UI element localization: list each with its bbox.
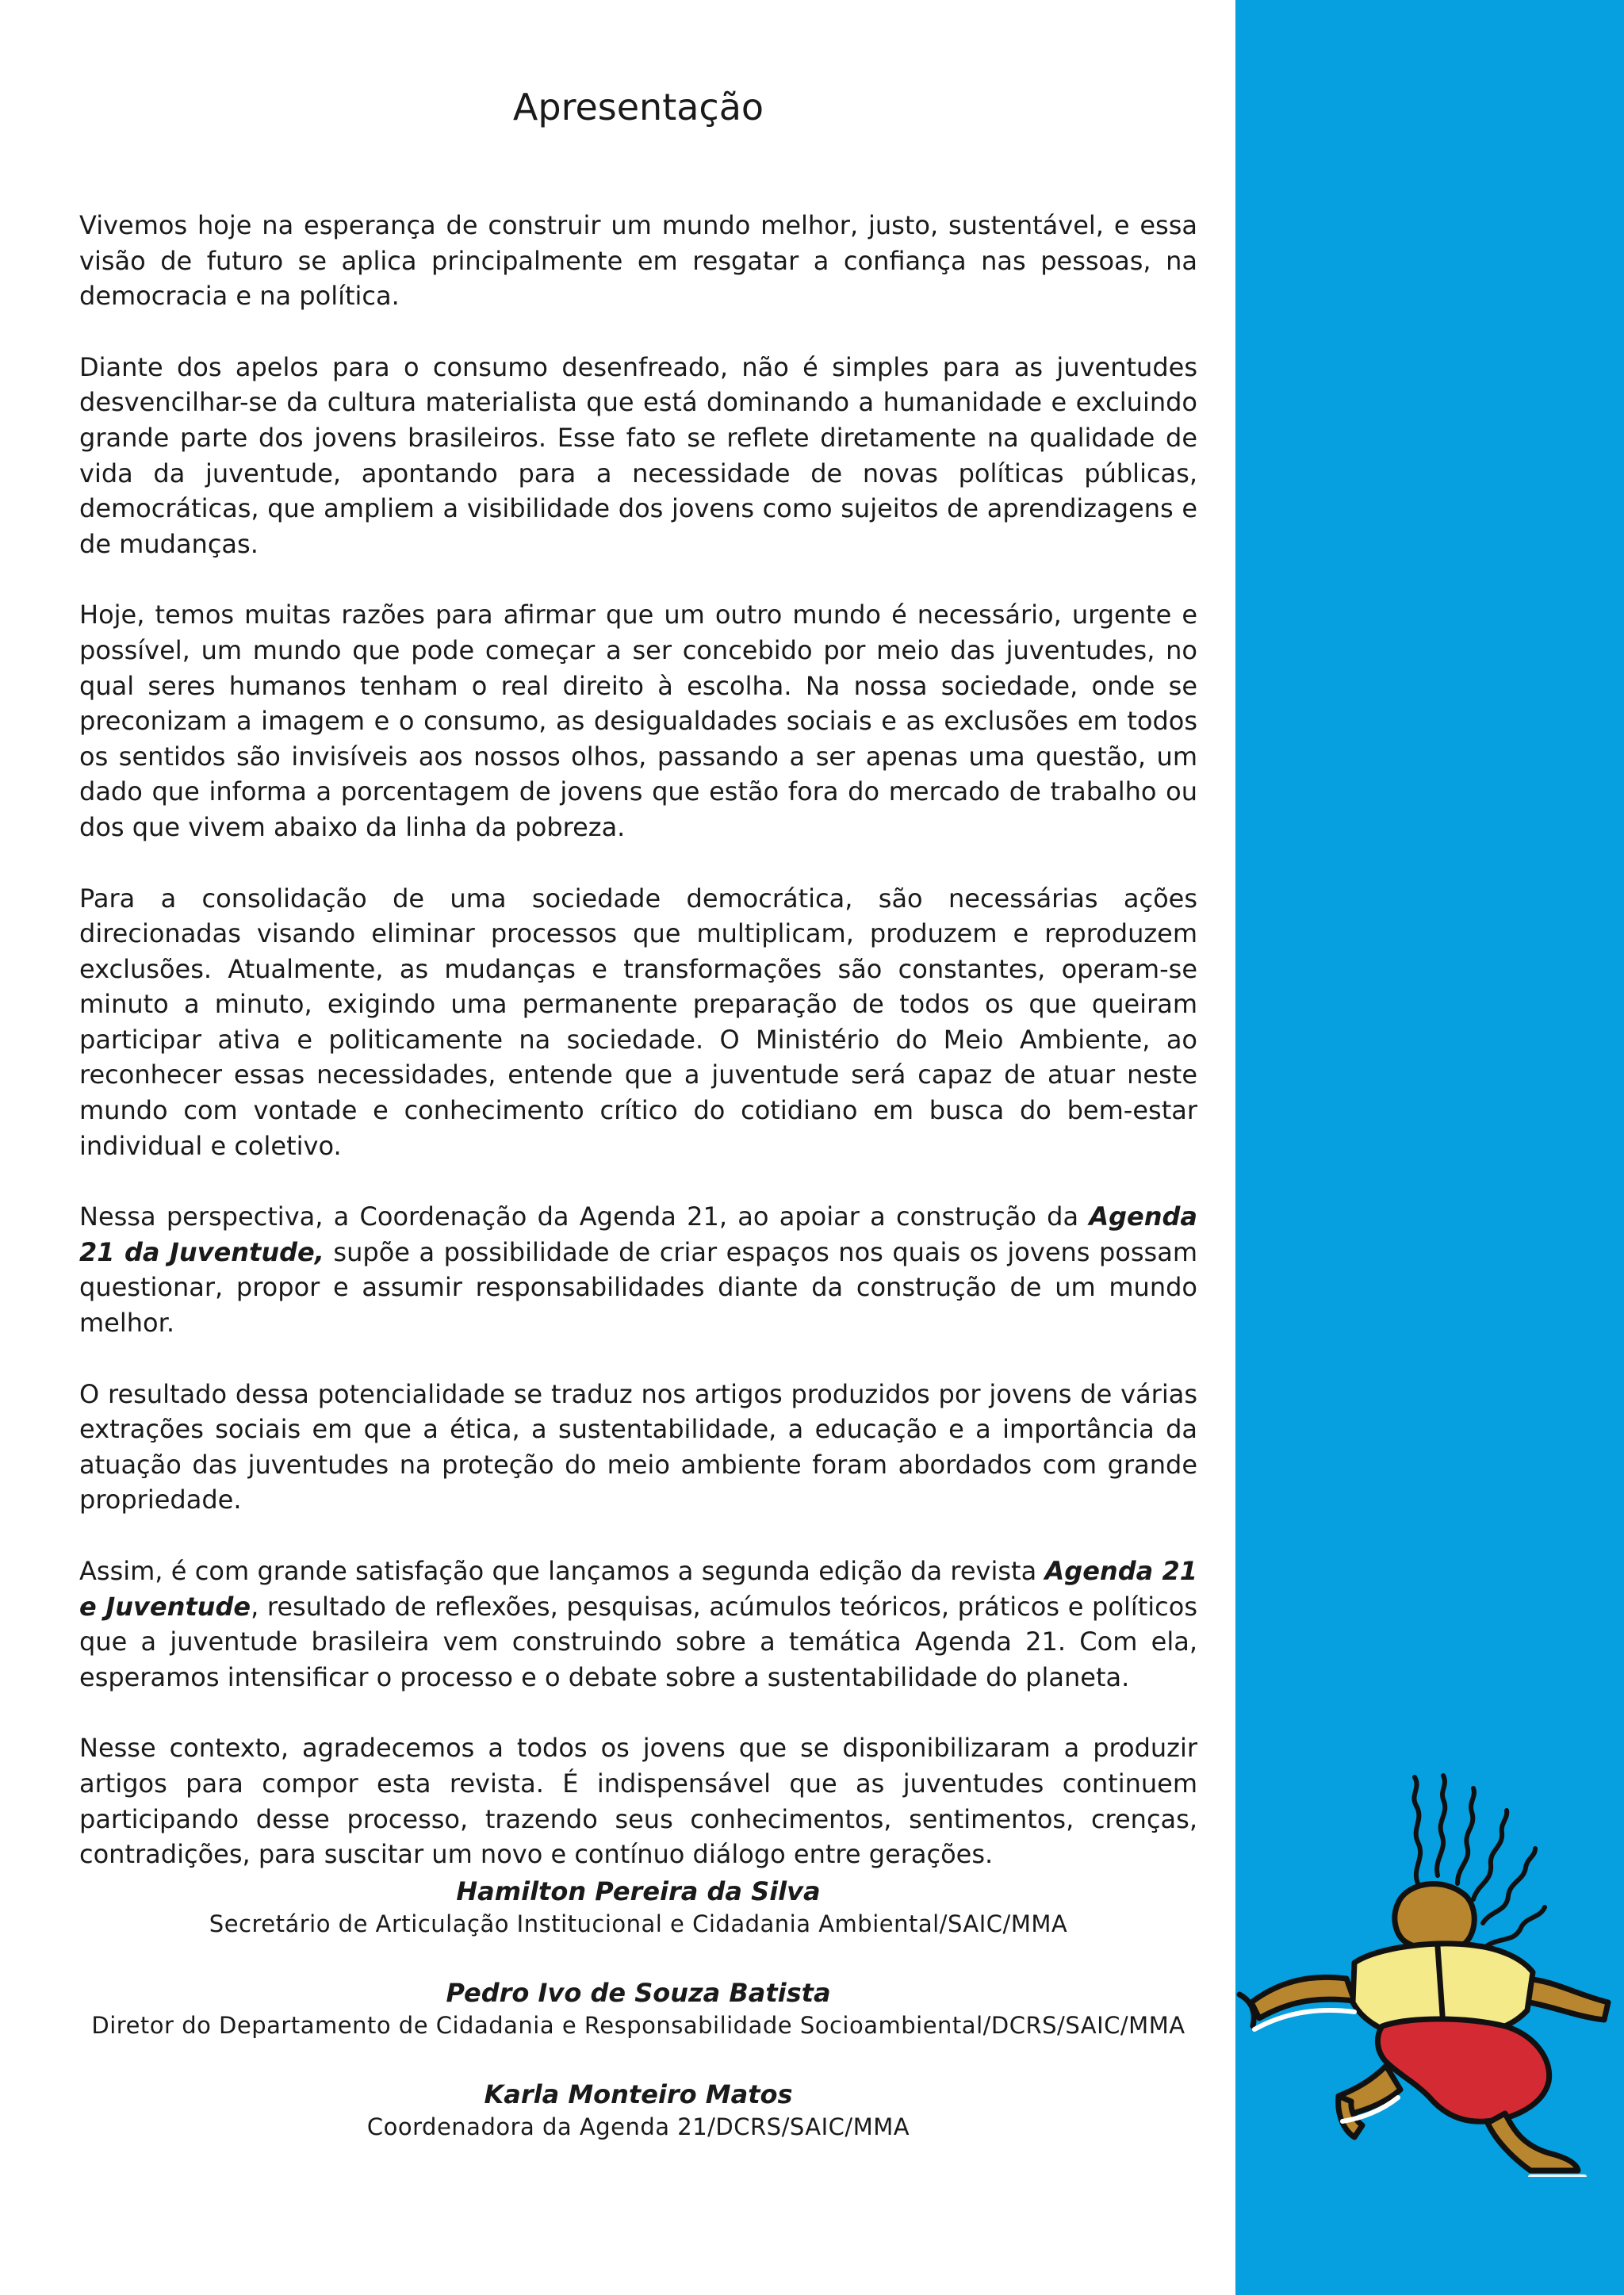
signatory-role: Coordenadora da Agenda 21/DCRS/SAIC/MMA	[366, 2113, 910, 2140]
paragraph	[79, 208, 1197, 314]
body-text	[79, 208, 1197, 1908]
paragraph-text: Diante dos apelos para o consumo desenfreado, não é simples para as juventudes desvencilhar-se da cultura materialista que está dominando a humanidade e excluindo grande parte dos jovens brasileiros. Esse fato se reflete diretamente na qualidade de vida da juventude, apontando para a necessidade de novas políticas públicas, democráticas, que ampliem a visibilidade dos jovens como sujeitos de aprendizagens e de mudanças.	[79, 351, 1197, 559]
jumping-child-illustration-icon	[1235, 1764, 1624, 2177]
paragraph	[79, 1377, 1197, 1518]
paragraph-text: Para a consolidação de uma sociedade democrática, são necessárias ações direcionadas visando eliminar processos que multiplicam, produzem e reproduzem exclusões. Atualmente, as mudanças e transformações são constantes, operam-se minuto a minuto, exigindo uma permanente preparação de todos os que queiram participar ativa e politicamente na sociedade. O Ministério do Meio Ambiente, ao reconhecer essas necessidades, entende que a juventude será capaz de atuar neste mundo com vontade e conhecimento crítico do cotidiano em busca do bem-estar individual e coletivo.	[79, 883, 1197, 1161]
signatory-name: Karla Monteiro Matos	[484, 2079, 793, 2109]
paragraph	[79, 1554, 1197, 1695]
paragraph-text: Assim, é com grande satisfação que lançamos a segunda edição da revista	[79, 1556, 1045, 1586]
signatory-name: Hamilton Pereira da Silva	[456, 1876, 821, 1906]
signature-block	[79, 1875, 1197, 1940]
paragraph-text: O resultado dessa potencialidade se traduz nos artigos produzidos por jovens de várias extrações sociais em que a ética, a sustentabilidade, a educação e a importância da atuação das juventudes na proteção do meio ambiente foram abordados com grande propriedade.	[79, 1378, 1197, 1515]
paragraph	[79, 1199, 1197, 1340]
signatory-name: Pedro Ivo de Souza Batista	[446, 1978, 831, 2008]
paragraph	[79, 881, 1197, 1164]
page-title: Apresentação	[512, 86, 764, 128]
paragraph-text: supõe a possibilidade de criar espaços nos quais os jovens possam questionar, propor e assumir responsabilidades diante da construção de um mundo melhor.	[79, 1236, 1198, 1339]
paragraph-text: Hoje, temos muitas razões para afirmar que um outro mundo é necessário, urgente e possível, um mundo que pode começar a ser concebido por meio das juventudes, no qual seres humanos tenham o real direito à escolha. Na nossa sociedade, onde se preconizam a imagem e o consumo, as desigualdades sociais e as exclusões em todos os sentidos são invisíveis aos nossos olhos, passando a ser apenas uma questão, um dado que informa a porcentagem de jovens que estão fora do mercado de trabalho ou dos que vivem abaixo da linha da pobreza.	[79, 600, 1197, 842]
paragraph	[79, 1730, 1197, 1872]
signature-block	[79, 2078, 1197, 2143]
paragraph-text: Nessa perspectiva, a Coordenação da Agenda 21, ao apoiar a construção da	[79, 1201, 1090, 1232]
signatory-role: Diretor do Departamento de Cidadania e Responsabilidade Socioambiental/DCRS/SAIC/MMA	[91, 2012, 1185, 2039]
paragraph-text: , resultado de reflexões, pesquisas, acúmulos teóricos, práticos e políticos que a juventude brasileira vem construindo sobre a temática Agenda 21. Com ela, esperamos intensificar o processo e o debate sobre a sustentabilidade do planeta.	[79, 1591, 1198, 1692]
emphasized-text: Agenda 21 da Juventude,	[79, 1201, 1197, 1267]
signatory-role: Secretário de Articulação Institucional e Cidadania Ambiental/SAIC/MMA	[209, 1910, 1068, 1937]
signatures	[79, 1875, 1197, 2179]
paragraph	[79, 597, 1197, 845]
emphasized-text: Agenda 21 e Juventude	[79, 1556, 1198, 1622]
signature-block	[79, 1976, 1197, 2041]
paragraph	[79, 350, 1197, 562]
paragraph-text: Nesse contexto, agradecemos a todos os jovens que se disponibilizaram a produzir artigos para compor esta revista. É indispensável que as juventudes continuem participando desse processo, trazendo seus conhecimentos, sentimentos, crenças, contradições, para suscitar um novo e contínuo diálogo entre gerações.	[79, 1733, 1197, 1870]
paragraph-text: Vivemos hoje na esperança de construir um mundo melhor, justo, sustentável, e essa visão de futuro se aplica principalmente em resgatar a confiança nas pessoas, na democracia e na política.	[79, 210, 1197, 312]
